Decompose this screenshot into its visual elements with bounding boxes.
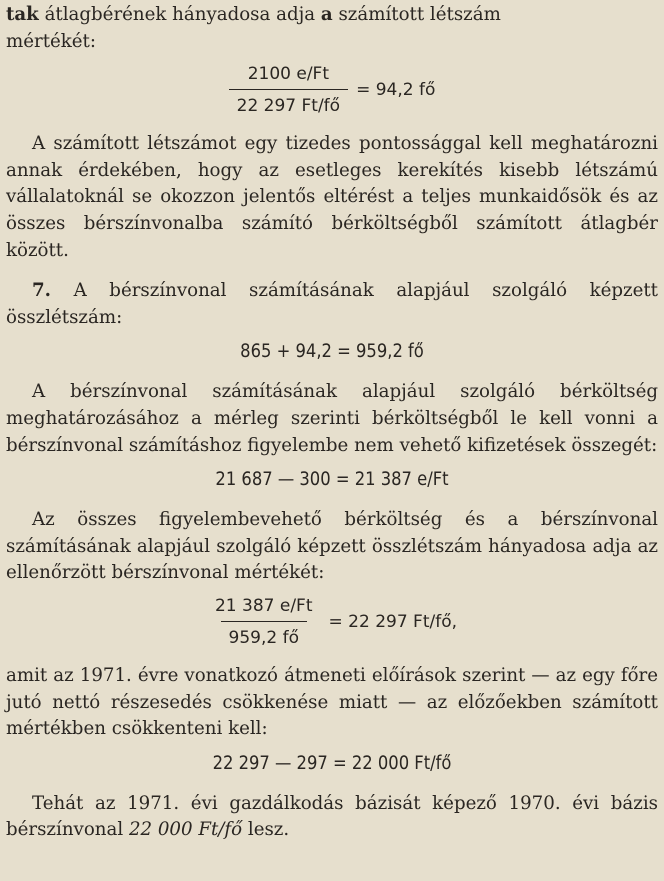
intro-line2: mértékét: <box>6 30 96 52</box>
equation-wage-level <box>6 595 658 649</box>
intro-start-word: tak <box>6 4 39 25</box>
equation-headcount <box>6 63 658 117</box>
intro-line1-rest: átlagbérének hányadosa adja <box>38 4 321 25</box>
equation-reduction: 22 297 — 297 = 22 000 Ft/fő <box>212 752 452 774</box>
intro-text <box>6 2 658 55</box>
paragraph-reduction: amit az 1971. évre vonatkozó átmeneti előírások szerint — az egy főre jutó nettó részesedés csökkenése miatt — az előzőekben számított mértékben csökkenteni kell: <box>6 664 658 740</box>
fraction-headcount <box>229 63 348 117</box>
intro-line1-tail: számított létszám <box>332 4 501 25</box>
equation-total-headcount: 865 + 94,2 = 959,2 fő <box>240 341 424 363</box>
paragraph-wage-cost: A bérszínvonal számításának alapjául szolgáló bérköltség meghatározásához a mérleg szerinti bérköltségből le kell vonni a bérszínvonal számításhoz figyelembe nem vehető kifizetések összegét: <box>6 381 658 456</box>
equation-result: = 22 297 Ft/fő, <box>328 611 458 632</box>
paragraph-rounding: A számított létszámot egy tizedes pontossággal kell meghatározni annak érdekében, hogy az esetleges kerekítés kisebb létszámú vállalatoknál se okozzon jelentős eltérést a teljes munkaidősök és az összes bérszínvonalba számító bérköltségből számított átlagbér között. <box>6 133 658 261</box>
conclusion-tail: lesz. <box>242 819 290 841</box>
conclusion-text: Tehát az 1971. évi gazdálkodás bázisát képező 1970. évi bázis bérszínvonal <box>6 792 658 841</box>
conclusion-value: 22 000 Ft/fő <box>128 819 243 841</box>
section-number: 7. <box>32 280 51 302</box>
section-7-text: A bérszínvonal számításának alapjául szolgáló képzett összlétszám: <box>6 280 658 328</box>
equation-result: = 94,2 fő <box>356 80 436 101</box>
intro-article: a <box>320 4 333 25</box>
fraction-numerator: 21 387 e/Ft <box>214 595 313 616</box>
equation-wage-cost: 21 687 — 300 = 21 387 e/Ft <box>215 469 449 491</box>
paragraph-section-7 <box>6 278 658 331</box>
fraction-numerator: 2100 e/Ft <box>247 64 329 85</box>
paragraph-conclusion <box>6 791 658 844</box>
fraction-denominator: 22 297 Ft/fő <box>229 89 348 117</box>
paragraph-wage-level: Az összes figyelembevehető bérköltség és a bérszínvonal számításának alapjául szolgáló képzett összlétszám hányadosa adja az ellenőrzött bérszínvonal mértékét: <box>6 509 658 584</box>
fraction-wage-level <box>207 595 321 649</box>
fraction-denominator: 959,2 fő <box>221 621 307 649</box>
